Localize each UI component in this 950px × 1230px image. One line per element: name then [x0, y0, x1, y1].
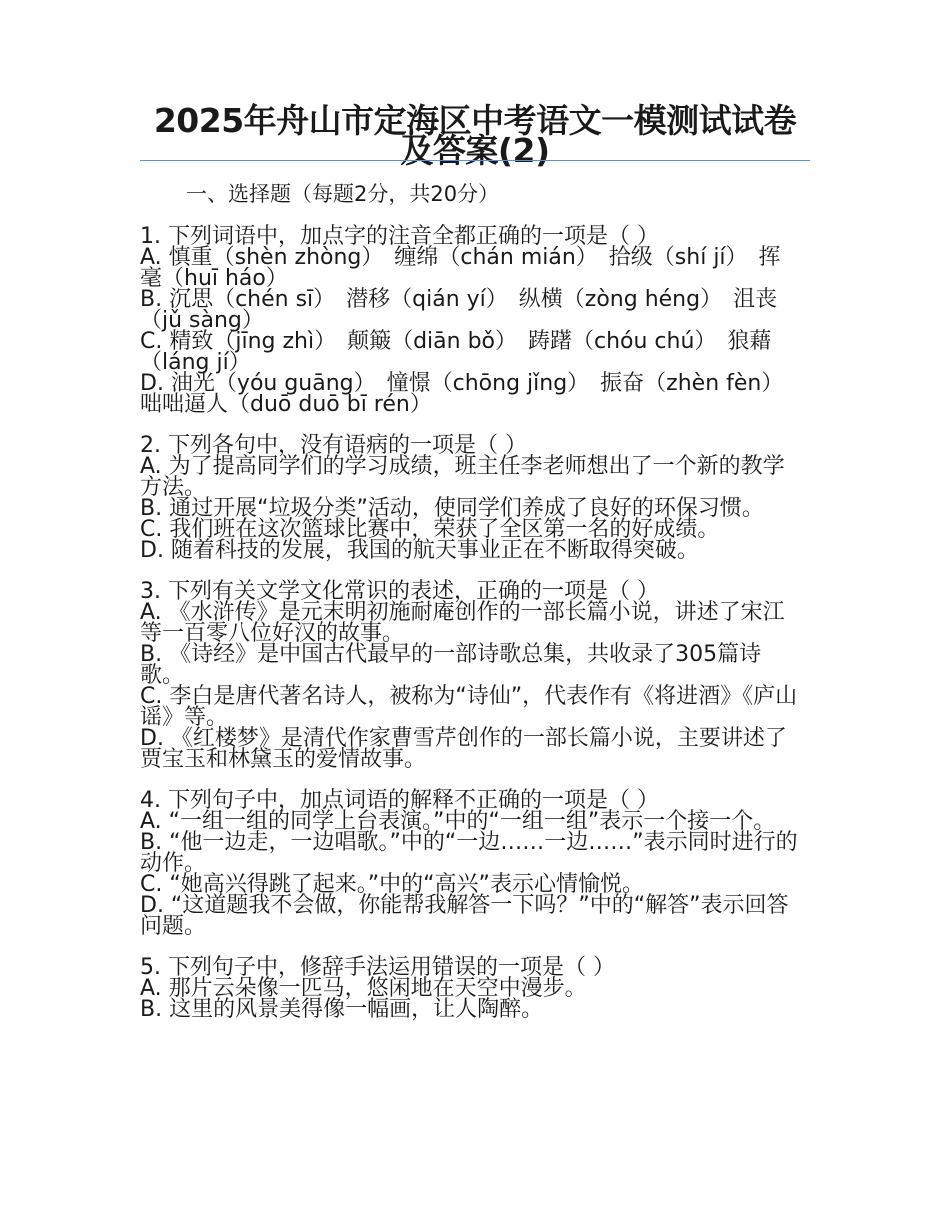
- option-a: A. 《水浒传》是元末明初施耐庵创作的一部长篇小说，讲述了宋江等一百零八位好汉的故事。: [140, 600, 785, 646]
- question-stem: 5. 下列句子中，修辞手法运用错误的一项是（ ）: [140, 955, 615, 980]
- option-b: B. 沉思（chén sī） 潜移（qián yí） 纵横（zòng héng） 沮丧（jǔ sàng）: [140, 287, 778, 333]
- question-5: [140, 957, 800, 1020]
- question-stem: 4. 下列句子中，加点词语的解释不正确的一项是（ ）: [140, 788, 659, 813]
- option-b: B. 《诗经》是中国古代最早的一部诗歌总集，共收录了305篇诗歌。: [140, 642, 762, 688]
- option-a: A. 慎重（shèn zhòng） 缠绵（chán mián） 拾级（shí jí） 挥毫（huī háo）: [140, 245, 781, 291]
- option-b: B. “他一边走，一边唱歌。”中的“一边……一边……”表示同时进行的动作。: [140, 830, 798, 876]
- title-divider: [140, 160, 810, 161]
- option-d: D. 随着科技的发展，我国的航天事业正在不断取得突破。: [140, 538, 699, 563]
- option-d: D. “这道题我不会做，你能帮我解答一下吗？”中的“解答”表示回答问题。: [140, 893, 789, 939]
- option-b: B. 通过开展“垃圾分类”活动，使同学们养成了良好的环保习惯。: [140, 496, 764, 521]
- question-2: [140, 435, 800, 561]
- option-c: C. “她高兴得跳了起来。”中的“高兴”表示心情愉悦。: [140, 872, 644, 897]
- document-title: 2025年舟山市定海区中考语文一模测试试卷及答案(2): [153, 101, 797, 170]
- option-c: C. 精致（jīng zhì） 颠簸（diān bǒ） 踌躇（chóu chú） 狼藉（láng jí）: [140, 329, 772, 375]
- option-d: D. 油光（yóu guāng） 憧憬（chōng jǐng） 振奋（zhèn fèn） 咄咄逼人（duō duō bī rén）: [140, 371, 795, 417]
- option-a: A. 那片云朵像一匹马，悠闲地在天空中漫步。: [140, 976, 587, 1001]
- question-1: [140, 226, 800, 415]
- option-a: A. “一组一组的同学上台表演。”中的“一组一组”表示一个接一个。: [140, 809, 776, 834]
- option-b: B. 这里的风景美得像一幅画，让人陶醉。: [140, 997, 544, 1022]
- option-c: C. 我们班在这次篮球比赛中，荣获了全区第一名的好成绩。: [140, 517, 720, 542]
- question-stem: 2. 下列各句中，没有语病的一项是（ ）: [140, 433, 527, 458]
- option-a: A. 为了提高同学们的学习成绩，班主任李老师想出了一个新的教学方法。: [140, 454, 785, 500]
- question-list: [140, 226, 800, 1040]
- option-d: D. 《红楼梦》是清代作家曹雪芹创作的一部长篇小说，主要讲述了贾宝玉和林黛玉的爱情故事。: [140, 726, 787, 772]
- question-stem: 3. 下列有关文学文化常识的表述，正确的一项是（ ）: [140, 579, 659, 604]
- question-stem: 1. 下列词语中，加点字的注音全都正确的一项是（ ）: [140, 224, 659, 249]
- question-3: [140, 581, 800, 770]
- question-4: [140, 790, 800, 937]
- section-heading: 一、选择题（每题2分，共20分）: [186, 182, 500, 206]
- option-c: C. 李白是唐代著名诗人，被称为“诗仙”，代表作有《将进酒》《庐山谣》等。: [140, 684, 798, 730]
